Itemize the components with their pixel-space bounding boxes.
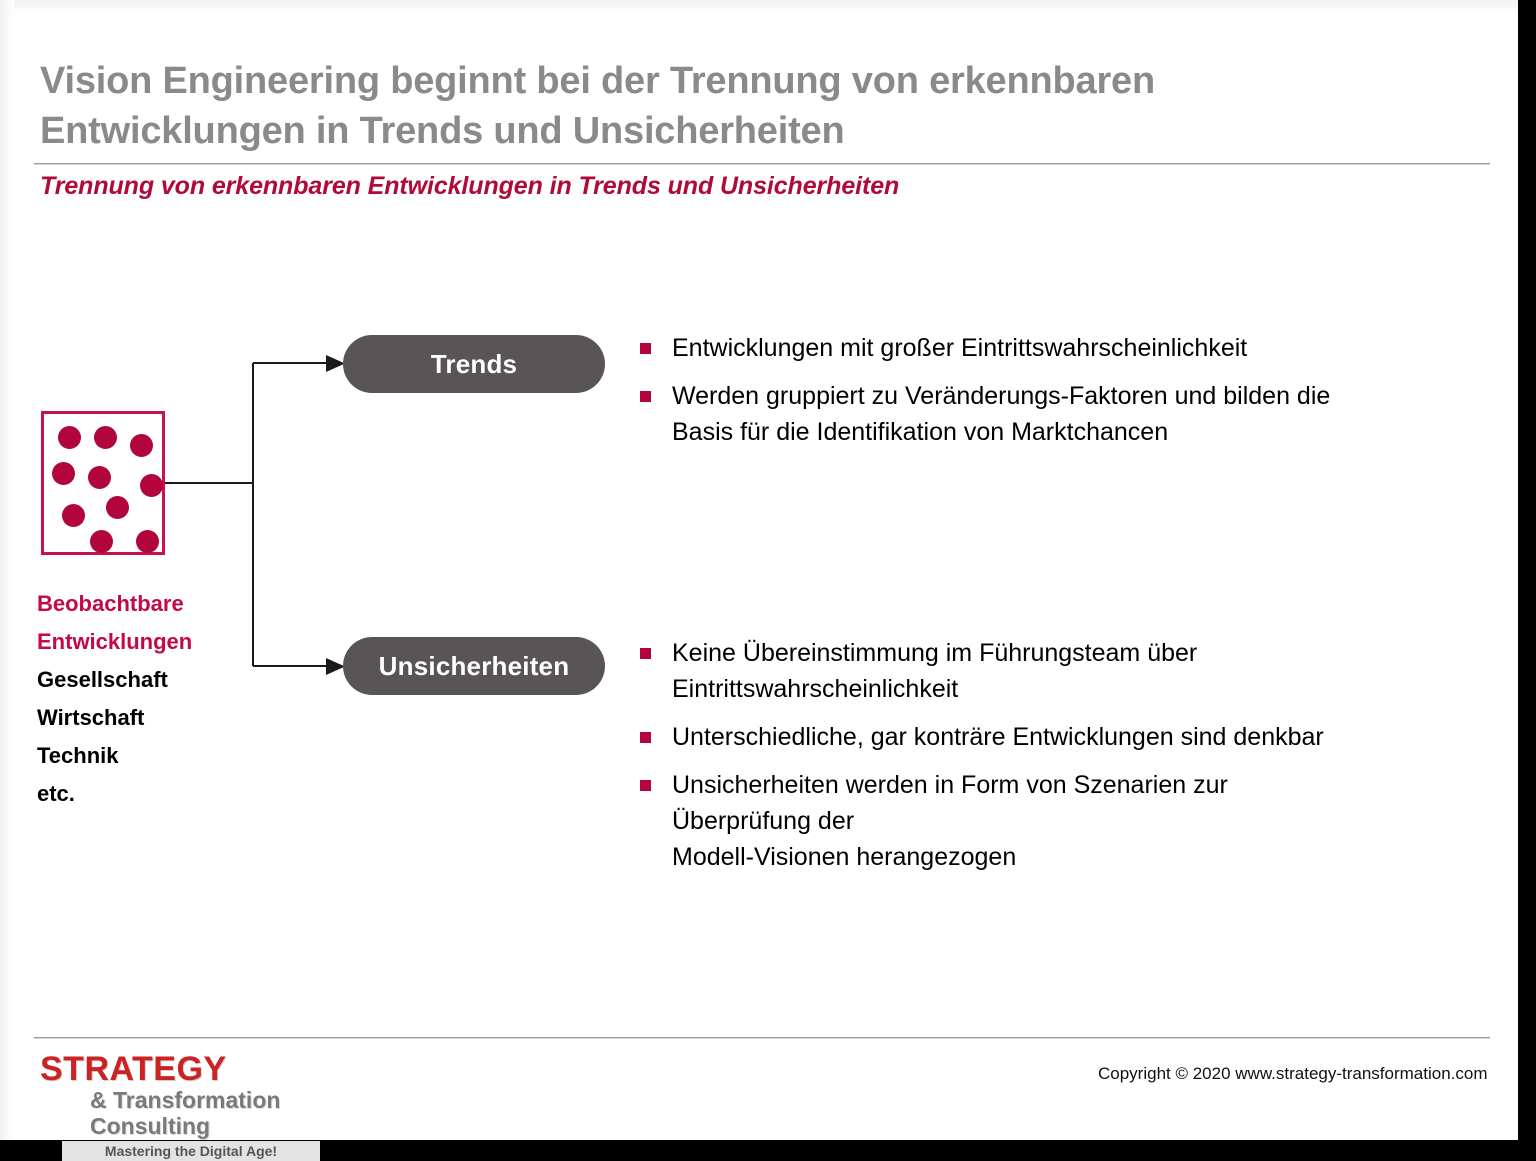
company-logo xyxy=(40,1052,350,1161)
development-dot xyxy=(94,426,117,449)
bullet-text-line: Basis für die Identifikation von Marktchancen xyxy=(672,418,1169,446)
bullet-text-line: Unterschiedliche, gar konträre Entwicklungen sind denkbar xyxy=(672,723,1324,751)
source-caption-line: Wirtschaft xyxy=(37,705,145,730)
source-caption-line: etc. xyxy=(37,781,75,806)
header-divider xyxy=(34,163,1490,165)
source-caption-line: Beobachtbare xyxy=(37,591,184,616)
bullet-item xyxy=(640,767,1470,875)
development-dot xyxy=(88,466,111,489)
bullet-text-line: Werden gruppiert zu Veränderungs-Faktoren und bilden die xyxy=(672,382,1331,410)
node-trends[interactable] xyxy=(343,335,605,393)
bullet-text-line: Entwicklungen mit großer Eintrittswahrscheinlichkeit xyxy=(672,334,1248,362)
copyright-text: Copyright © 2020 www.strategy-transformation.com xyxy=(1098,1064,1488,1083)
source-caption-line: Gesellschaft xyxy=(37,667,168,692)
development-dot xyxy=(58,426,81,449)
bullet-text-line: Überprüfung der xyxy=(672,807,855,835)
observable-developments-box xyxy=(41,411,165,555)
logo-primary-text: STRATEGY xyxy=(40,1050,227,1088)
bullet-square-icon xyxy=(640,780,651,791)
development-dot xyxy=(130,434,153,457)
development-dot xyxy=(90,530,113,553)
bullet-text-line: Unsicherheiten werden in Form von Szenarien zur xyxy=(672,771,1228,799)
unsicherheiten-bullet-list xyxy=(640,635,1470,887)
bullet-text-line: Keine Übereinstimmung im Führungsteam über xyxy=(672,639,1198,667)
footer-divider xyxy=(34,1037,1490,1039)
development-dot xyxy=(62,504,85,527)
node-unsicherheiten[interactable] xyxy=(343,637,605,695)
bullet-item xyxy=(640,635,1470,707)
development-dot xyxy=(140,474,163,497)
node-trends-label: Trends xyxy=(430,348,518,379)
trends-bullet-list xyxy=(640,330,1470,462)
bullet-item xyxy=(640,330,1470,366)
bullet-square-icon xyxy=(640,343,651,354)
development-dot xyxy=(136,530,159,553)
slide-title: Vision Engineering beginnt bei der Trennung von erkennbaren Entwicklungen in Trends und Unsicherheiten xyxy=(40,60,1155,152)
source-caption-line: Entwicklungen xyxy=(37,629,193,654)
source-caption xyxy=(37,585,297,813)
logo-tagline-text: Mastering the Digital Age! xyxy=(104,1143,278,1159)
page-edge-shade-top xyxy=(0,0,1518,14)
bullet-item xyxy=(640,378,1470,450)
bullet-text-line: Modell-Visionen herangezogen xyxy=(672,843,1017,871)
bullet-square-icon xyxy=(640,648,651,659)
bullet-square-icon xyxy=(640,391,651,402)
bullet-item xyxy=(640,719,1470,755)
development-dot xyxy=(106,496,129,519)
page-edge-shade-left xyxy=(0,0,14,1140)
development-dot xyxy=(52,462,75,485)
source-caption-line: Technik xyxy=(37,743,119,768)
logo-secondary-text: & Transformation Consulting xyxy=(90,1087,281,1139)
node-unsicherheiten-label: Unsicherheiten xyxy=(378,650,570,681)
bullet-text-line: Eintrittswahrscheinlichkeit xyxy=(672,675,959,703)
slide-subtitle: Trennung von erkennbaren Entwicklungen in Trends und Unsicherheiten xyxy=(40,172,900,200)
logo-tagline-band xyxy=(62,1141,320,1161)
bullet-square-icon xyxy=(640,732,651,743)
